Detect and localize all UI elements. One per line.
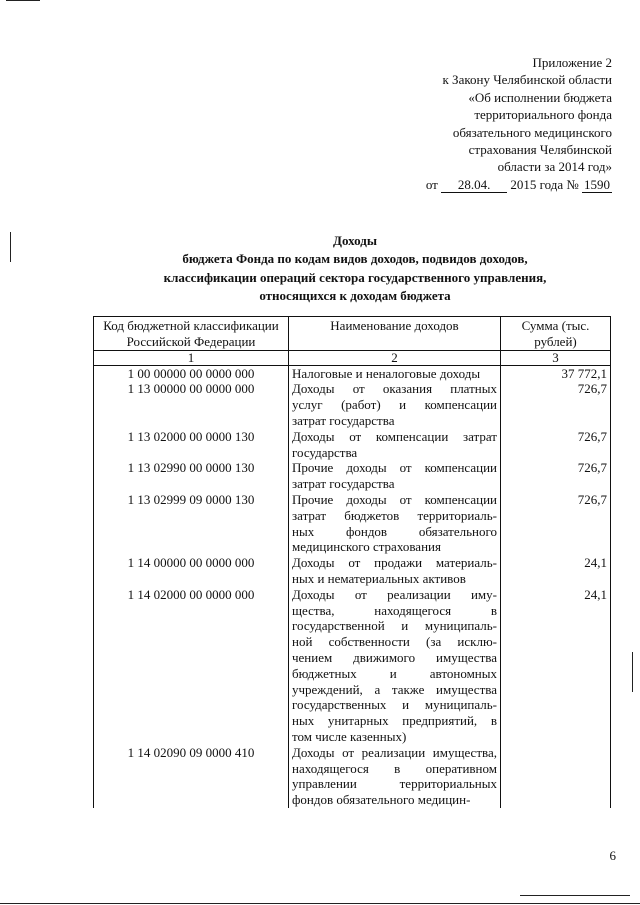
table-row [94, 745, 611, 808]
row-name-line: Налоговые и неналоговые доходы [292, 365, 481, 381]
row-name-line: учреждений, а также имущества [292, 681, 497, 697]
appendix-line: страхования Челябинской [468, 142, 612, 158]
row-name-line: бюджетных и автономных [292, 665, 497, 681]
title-line: относящихся к доходам бюджета [259, 287, 451, 303]
row-name [289, 381, 501, 428]
table-body [94, 365, 611, 808]
row-name-line: ной собственности (за исклю- [292, 634, 497, 650]
table-header-row [94, 317, 611, 351]
scan-mark [520, 895, 630, 896]
title-line: бюджета Фонда по кодам видов доходов, подвидов доходов, [182, 251, 528, 267]
row-code: 1 00 00000 00 0000 000 [94, 365, 289, 381]
table-row [94, 381, 611, 428]
income-table [93, 316, 611, 808]
document-title [60, 232, 640, 305]
row-name-line: затрат государства [292, 476, 395, 492]
table-row [94, 429, 611, 461]
row-name [289, 460, 501, 492]
law-date-line [282, 176, 612, 193]
row-amount [501, 745, 611, 808]
row-amount: 726,7 [501, 460, 611, 492]
row-name [289, 745, 501, 808]
page-number: 6 [609, 848, 616, 863]
table-row [94, 587, 611, 745]
row-amount: 726,7 [501, 381, 611, 428]
row-name-line: Доходы от реализации иму- [292, 586, 497, 602]
row-code: 1 14 02090 09 0000 410 [94, 745, 289, 808]
appendix-line: к Закону Челябинской области [442, 72, 612, 88]
row-name-line: Доходы от оказания платных [292, 381, 497, 397]
row-name-line: затрат бюджетов территориаль- [292, 507, 497, 523]
header-name: Наименование доходов [289, 317, 501, 351]
row-name-line: Доходы от продажи материаль- [292, 555, 497, 571]
row-amount: 37 772,1 [501, 365, 611, 381]
title-line: классификации операций сектора государственного управления, [163, 269, 547, 285]
row-name-line: Доходы от компенсации затрат [292, 428, 497, 444]
row-name [289, 555, 501, 587]
row-amount: 726,7 [501, 429, 611, 461]
row-name-line: государственных и муниципаль- [292, 697, 497, 713]
column-number: 2 [289, 350, 501, 365]
row-name-line: управлении территориальных [292, 776, 497, 792]
header-amount: Сумма (тыс. рублей) [501, 317, 611, 351]
appendix-line: территориального фонда [474, 107, 612, 123]
scan-mark [632, 652, 633, 692]
row-code: 1 13 02000 00 0000 130 [94, 429, 289, 461]
title-line: Доходы [333, 233, 377, 248]
appendix-line: обязательного медицинского [452, 124, 612, 140]
row-name-line: государственной и муниципаль- [292, 618, 497, 634]
table-row [94, 492, 611, 555]
row-code: 1 13 02999 09 0000 130 [94, 492, 289, 555]
row-amount: 24,1 [501, 587, 611, 745]
table-row [94, 365, 611, 381]
table-row [94, 460, 611, 492]
scan-mark [6, 0, 40, 1]
column-number: 3 [501, 350, 611, 365]
row-name-line: Прочие доходы от компенсации [292, 491, 497, 507]
row-name [289, 429, 501, 461]
row-name-line: ных унитарных предприятий, в [292, 713, 497, 729]
appendix-line: Приложение 2 [532, 55, 612, 70]
date-prefix: от [425, 176, 438, 192]
row-name-line: ных и нематериальных активов [292, 570, 466, 586]
appendix-line: области за 2014 год» [497, 159, 612, 175]
row-name-line: затрат государства [292, 412, 395, 428]
row-amount: 726,7 [501, 492, 611, 555]
row-name-line: том числе казенных) [292, 728, 407, 744]
row-name-line: медицинского страхования [292, 539, 441, 555]
row-name-line: чением движимого имущества [292, 649, 497, 665]
row-name [289, 587, 501, 745]
row-name-line: щества, находящегося в [292, 602, 497, 618]
row-name [289, 492, 501, 555]
row-code: 1 13 02990 00 0000 130 [94, 460, 289, 492]
row-name-line: государства [292, 444, 358, 460]
row-name-line: фондов обязательного медицин- [292, 792, 471, 808]
row-amount: 24,1 [501, 555, 611, 587]
date-middle: 2015 года № [510, 176, 579, 192]
row-code: 1 14 00000 00 0000 000 [94, 555, 289, 587]
column-number-row [94, 350, 611, 365]
row-code: 1 14 02000 00 0000 000 [94, 587, 289, 745]
row-name-line: находящегося в оперативном [292, 760, 497, 776]
law-number: 1590 [584, 176, 610, 192]
row-name-line: услуг (работ) и компенсации [292, 397, 497, 413]
column-number: 1 [94, 350, 289, 365]
date-value: 28.04. [441, 178, 507, 193]
scan-mark [0, 903, 640, 904]
appendix-line: «Об исполнении бюджета [468, 89, 612, 105]
appendix-header [282, 54, 612, 193]
row-name [289, 365, 501, 381]
row-name-line: Доходы от реализации имущества, [292, 744, 497, 760]
header-code: Код бюджетной классификации Российской Федерации [94, 317, 289, 351]
row-code: 1 13 00000 00 0000 000 [94, 381, 289, 428]
row-name-line: ных фондов обязательного [292, 523, 497, 539]
row-name-line: Прочие доходы от компенсации [292, 460, 497, 476]
scan-mark [10, 232, 11, 262]
table-row [94, 555, 611, 587]
